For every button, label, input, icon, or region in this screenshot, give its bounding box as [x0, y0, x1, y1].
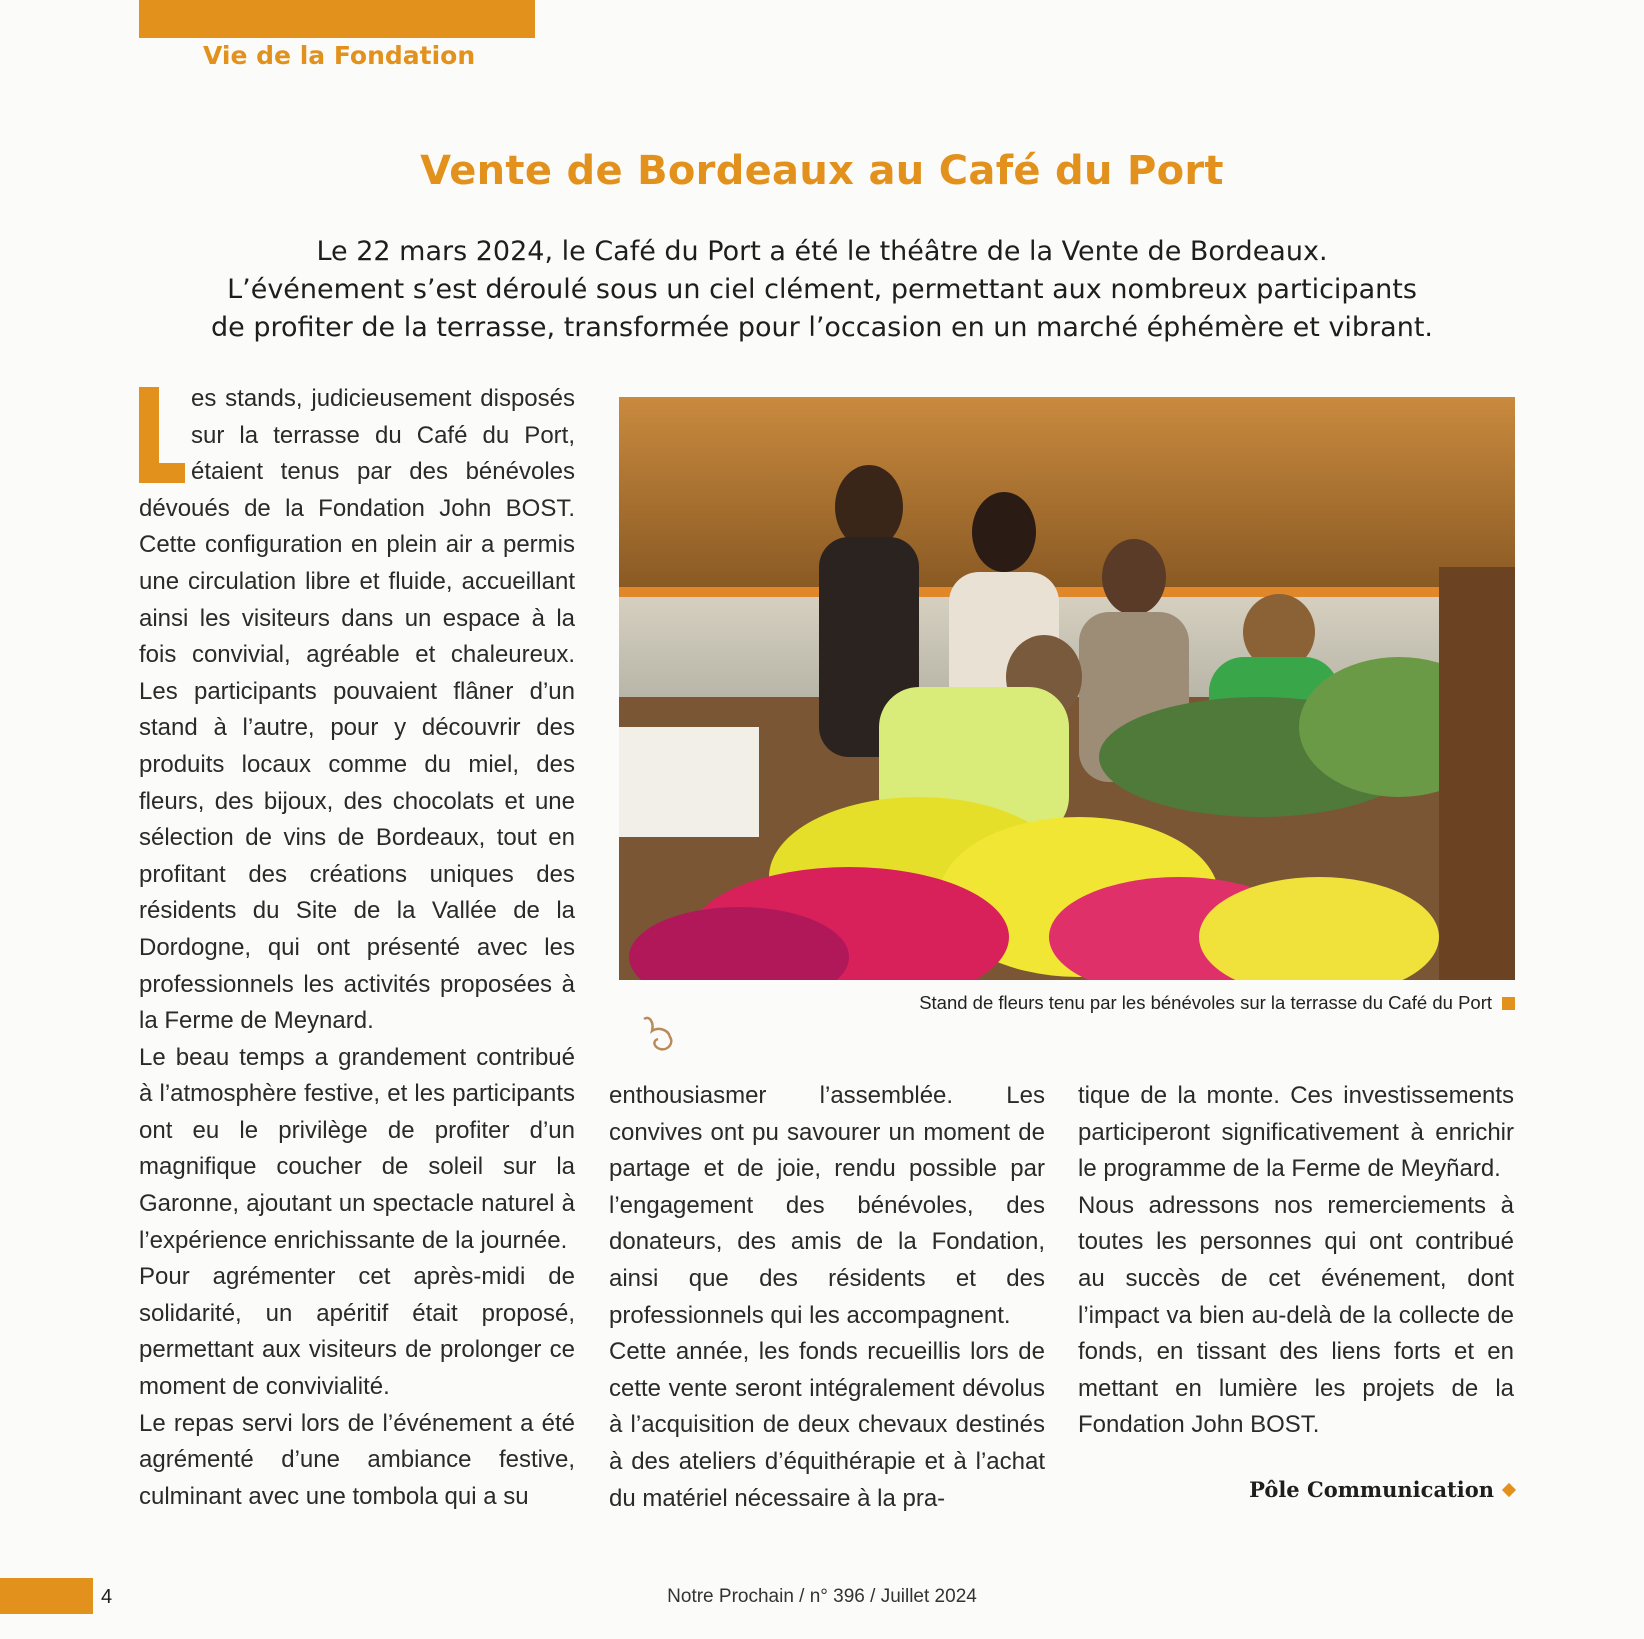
- article-column-3: [1078, 1078, 1514, 1444]
- page-number: 4: [101, 1586, 113, 1608]
- paragraph-text: es stands, judicieusement disposés sur la terrasse du Café du Port, étaient tenus par des bénévoles dévoués de la Fondation John BOST. Cette configuration en plein air a permis une circulation libre et fluide, accueillant ainsi les visiteurs dans un espace à la fois convivial, agréable et chaleureux. Les participants pouvaient flâner d’un stand à l’autre, pour y découvrir des produits locaux comme du miel, des fleurs, des bijoux, des chocolats et une sélection de vins de Bordeaux, tout en profitant des créations uniques des résidents du Site de la Vallée de la Dordogne, qui ont présenté avec les professionnels les activités proposées à la Ferme de Meynard.: [139, 385, 575, 1035]
- top-accent-bar: [139, 0, 535, 38]
- dropcap-letter: [139, 387, 185, 483]
- doodle-icon: [640, 1013, 686, 1059]
- paragraph: [139, 381, 575, 1040]
- intro-line: Le 22 mars 2024, le Café du Port a été le théâtre de la Vente de Bordeaux.: [316, 236, 1328, 267]
- article-column-2: [609, 1078, 1045, 1517]
- paragraph: enthousiasmer l’assemblée. Les convives ont pu savourer un moment de partage et de joie, rendu possible par l’engagement des bénévoles, des donateurs, des amis de la Fondation, ainsi que des résidents et des professionnels qui les accompagnent.: [609, 1082, 1045, 1329]
- paragraph: Le repas servi lors de l’événement a été agrémenté d’une ambiance festive, culminant avec une tombola qui a su: [139, 1409, 575, 1510]
- photo-caption: Stand de fleurs tenu par les bénévoles sur la terrasse du Café du Port: [619, 992, 1515, 1014]
- article-column-1: [139, 381, 575, 1515]
- paragraph: Pour agrémenter cet après-midi de solidarité, un apéritif était proposé, permettant aux visiteurs de prolonger ce moment de convivialité.: [139, 1263, 575, 1401]
- paragraph: Nous adressons nos remerciements à toutes les personnes qui ont contribué au succès de cet événement, dont l’impact va bien au-delà de la collecte de fonds, en tissant des liens forts et en mettant en lumière les projets de la Fondation John BOST.: [1078, 1191, 1514, 1439]
- article-photo: [619, 397, 1515, 980]
- diamond-icon: [1502, 1483, 1516, 1497]
- article-signature: Pôle Communication: [1249, 1477, 1514, 1502]
- article-title: Vente de Bordeaux au Café du Port: [420, 148, 1224, 194]
- article-intro: [130, 233, 1514, 347]
- paragraph: tique de la monte. Ces investissements participeront significativement à enrichir le programme de la Ferme de Meyñard.: [1078, 1082, 1514, 1183]
- intro-line: L’événement s’est déroulé sous un ciel clément, permettant aux nombreux participants: [227, 274, 1417, 305]
- paragraph: Cette année, les fonds recueillis lors de cette vente seront intégralement dévolus à l’acquisition de deux chevaux destinés à des ateliers d’équithérapie et à l’achat du matériel nécessaire à la pra-: [609, 1338, 1045, 1512]
- caption-square-icon: [1502, 997, 1515, 1010]
- section-label: Vie de la Fondation: [203, 41, 476, 70]
- paragraph: Le beau temps a grandement contribué à l’atmosphère festive, et les participants ont eu le privilège de profiter d’un magnifique coucher de soleil sur la Garonne, ajoutant un spectacle naturel à l’expérience enrichissante de la journée.: [139, 1043, 575, 1254]
- publication-footer: Notre Prochain / n° 396 / Juillet 2024: [667, 1586, 977, 1607]
- intro-line: de profiter de la terrasse, transformée pour l’occasion en un marché éphémère et vibrant.: [210, 312, 1433, 343]
